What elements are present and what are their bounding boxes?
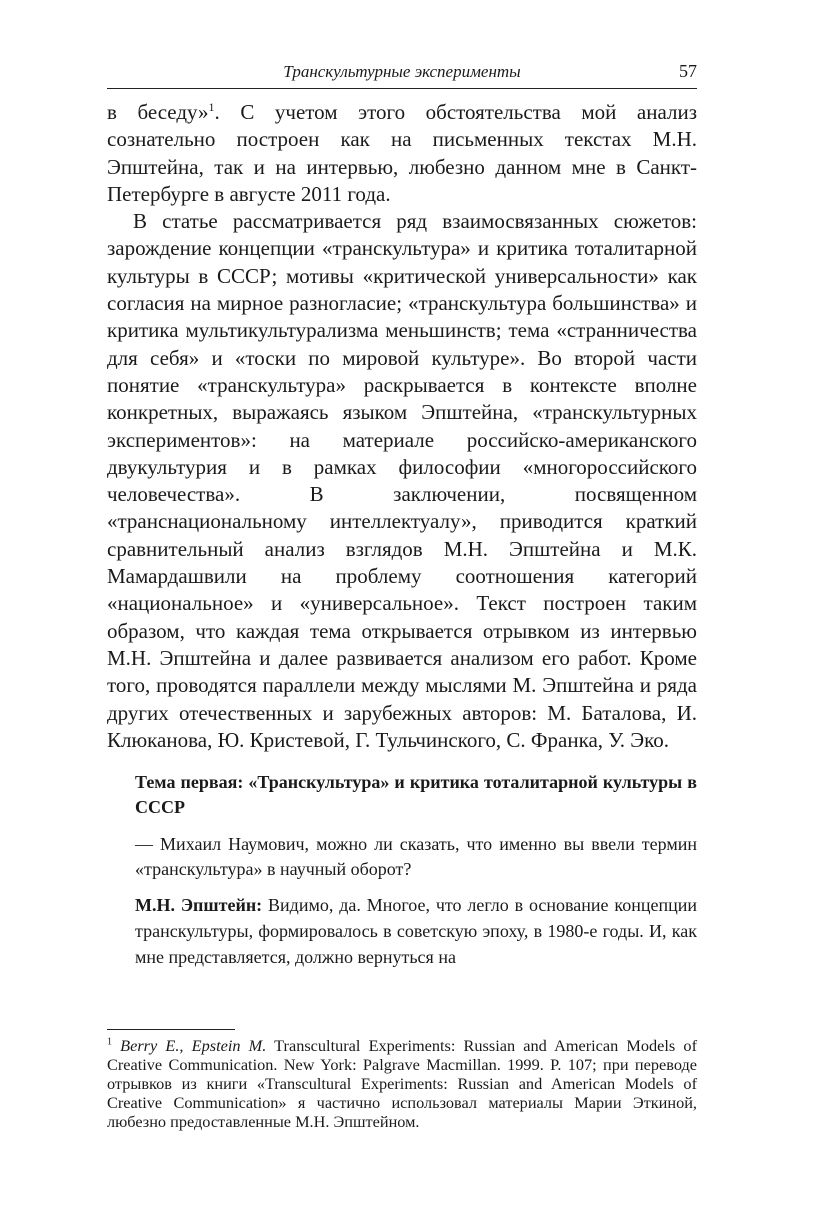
interview-answer bbox=[135, 892, 697, 970]
footnote-authors: Berry E., Epstein M. bbox=[120, 1036, 267, 1055]
paragraph-1 bbox=[107, 99, 697, 208]
running-title: Транскультурные эксперименты bbox=[283, 62, 521, 81]
footnote-divider bbox=[107, 1029, 235, 1030]
section-title: Тема первая: «Транскультура» и критика тоталитарной культуры в СССР bbox=[135, 772, 697, 818]
answer-speaker: М.Н. Эпштейн: bbox=[135, 895, 263, 916]
footnotes bbox=[107, 1029, 697, 1131]
footnote-ref: 1 bbox=[208, 100, 215, 114]
page-number: 57 bbox=[679, 61, 697, 81]
footnote-text: Transcultural Experiments: Russian and American Models of Creative Communication. New York: Palgrave Macmillan. 1999. P. 107; при переводе отрывков из книги «Transcultural Experiments: Russian and American Models of Creative Communication» я частично использовал материалы Марии Эткиной, любезно предоставленные М.Н. Эпштейном. bbox=[107, 1036, 697, 1131]
footnote-number: 1 bbox=[107, 1036, 112, 1048]
footnote-1 bbox=[107, 1036, 697, 1131]
interview-section bbox=[107, 770, 697, 970]
page bbox=[107, 58, 697, 970]
paragraph-1-tail: . С учетом этого обстоятельства мой анализ сознательно построен как на письменных текстах М.Н. Эпштейна, так и на интервью, любезно данном мне в Санкт-Петербурге в августе 2011 года. bbox=[107, 100, 698, 206]
running-header bbox=[107, 58, 697, 89]
paragraph-1-start: в беседу» bbox=[107, 100, 209, 124]
paragraph-2: В статье рассматривается ряд взаимосвязанных сюжетов: зарождение концепции «транскультура» и критика тоталитарной культуры в СССР; мотивы «критической универсальности» как согласия на мирное разногласие; «транскультура большинства» и критика мультикультурализма меньшинств; тема «странничества для себя» и «тоски по мировой культуре». Во второй части понятие «транскультура» раскрывается в контексте вполне конкретных, выражаясь языком Эпштейна, «транскультурных экспериментов»: на материале российско-американского двукультурия и в рамках философии «многороссийского человечества». В заключении, посвященном «транснациональному интеллектуалу», приводится краткий сравнительный анализ взглядов М.Н. Эпштейна и М.К. Мамардашвили на проблему соотношения категорий «национальное» и «универсальное». Текст построен таким образом, что каждая тема открывается отрывком из интервью М.Н. Эпштейна и далее развивается анализом его работ. Кроме того, проводятся параллели между мыслями М. Эпштейна и ряда других отечественных и зарубежных авторов: М. Баталова, И. Клюканова, Ю. Кристевой, Г. Тульчинского, С. Франка, У. Эко. bbox=[107, 209, 697, 752]
body-text bbox=[107, 99, 697, 754]
interview-question: — Михаил Наумович, можно ли сказать, что именно вы ввели термин «транскультура» в научный оборот? bbox=[135, 834, 697, 880]
answer-text: Видимо, да. Многое, что легло в основание концепции транскультуры, формировалось в советскую эпоху, в 1980-е годы. И, как мне представляется, должно вернуться на bbox=[135, 895, 697, 968]
